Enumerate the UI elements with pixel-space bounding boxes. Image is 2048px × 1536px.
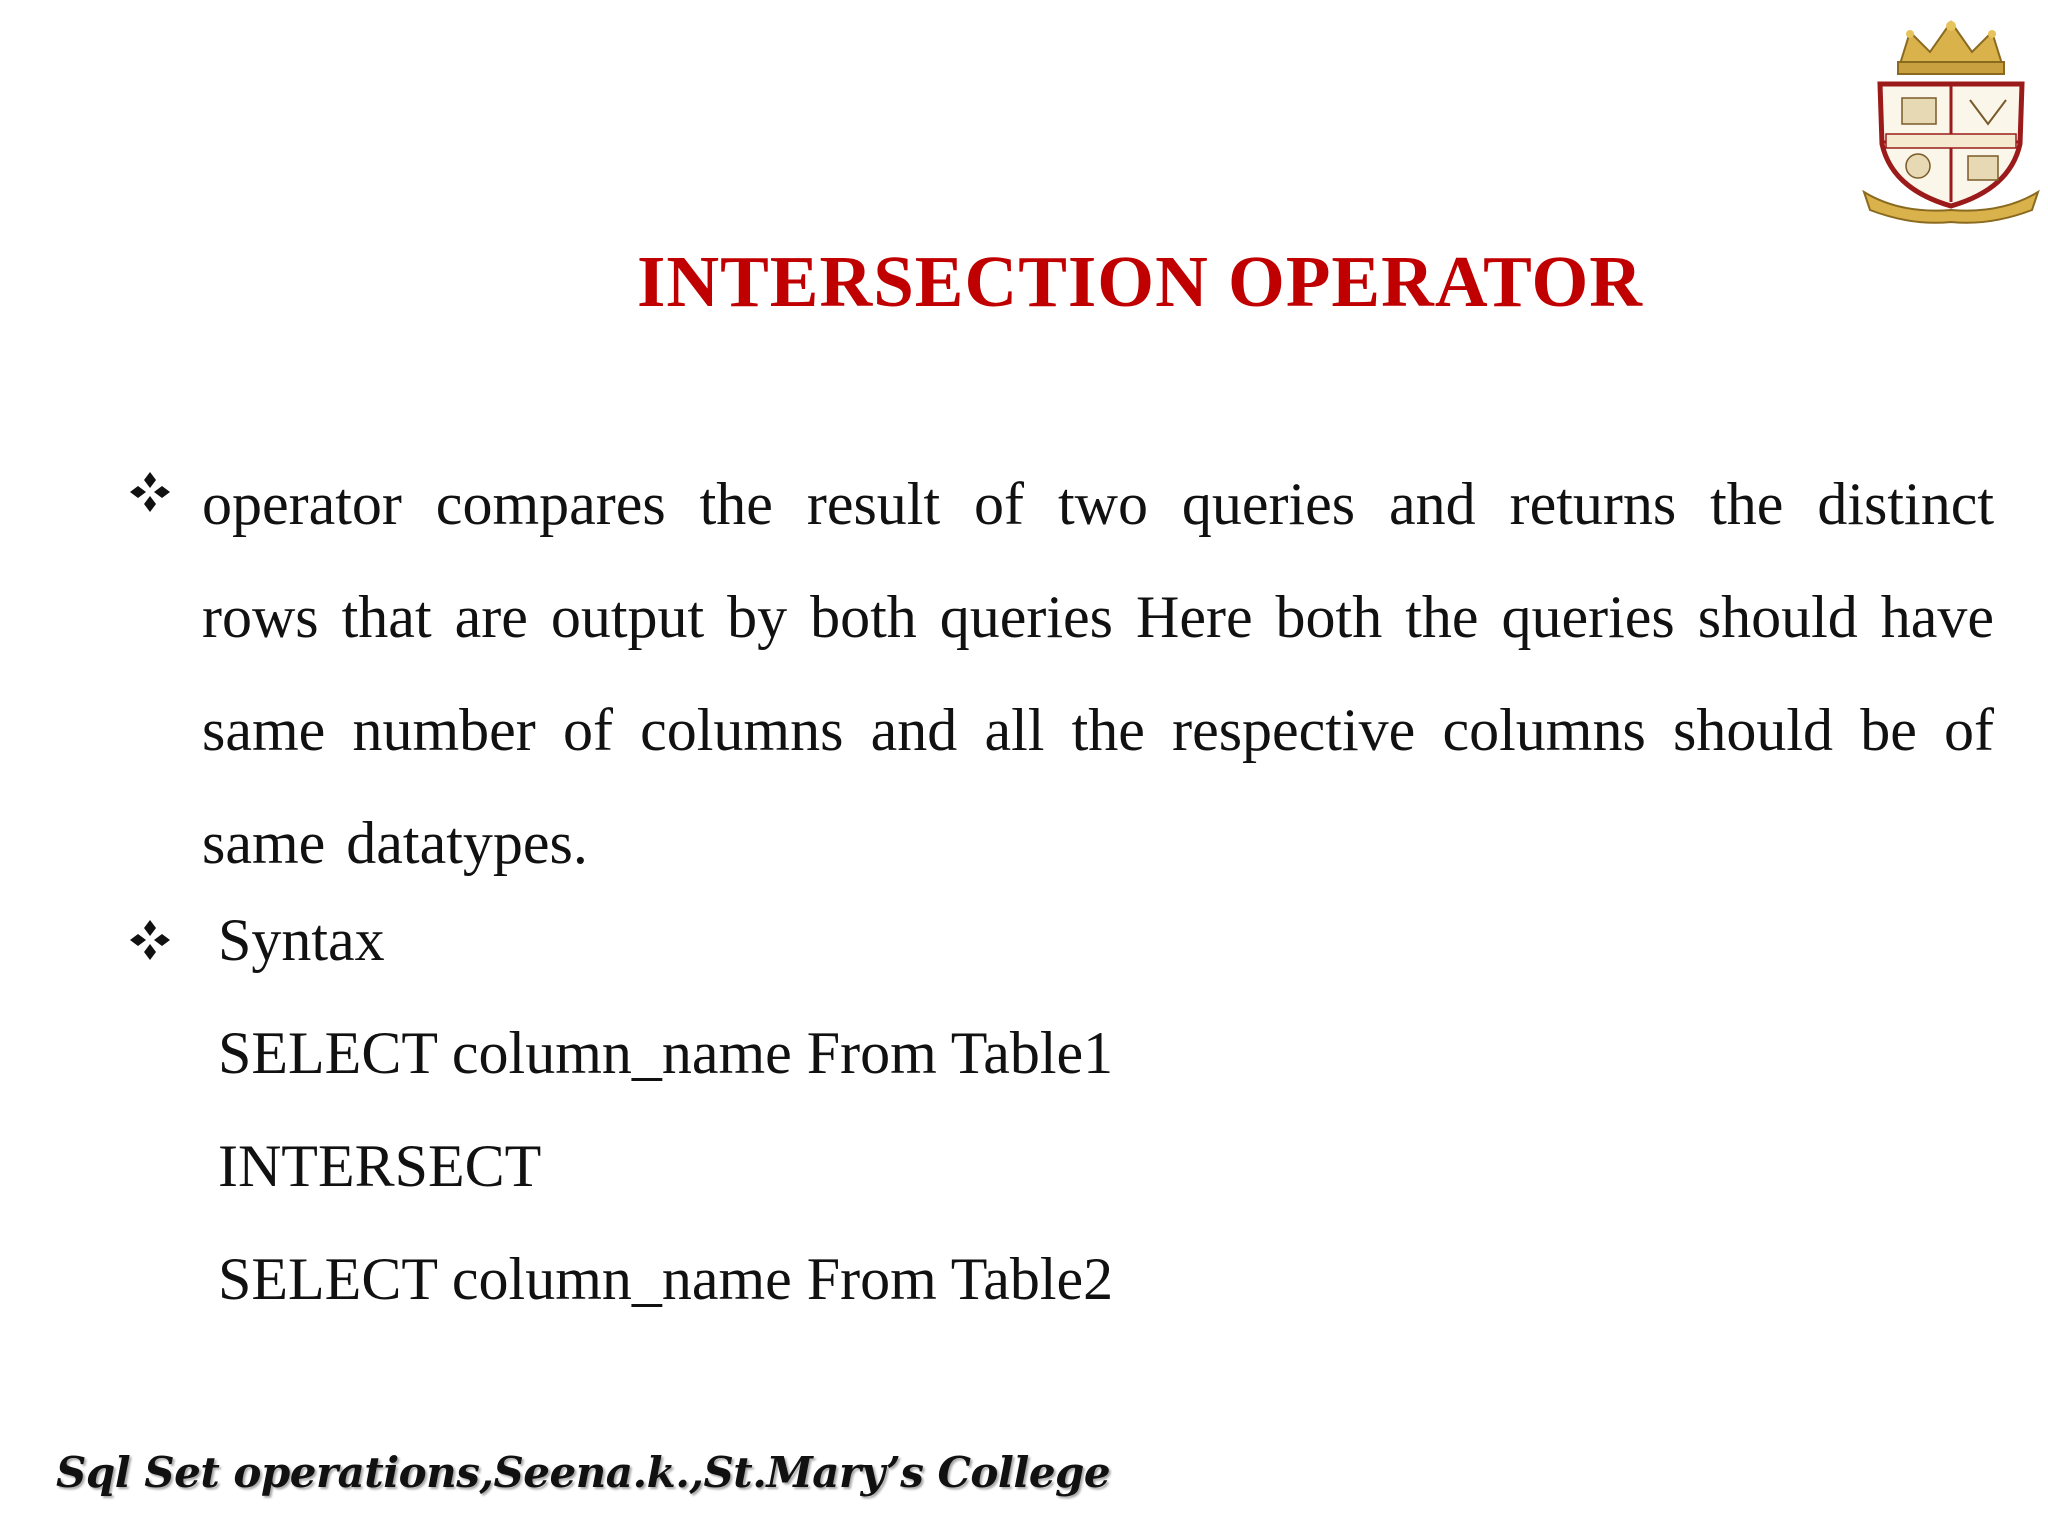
slide-title: INTERSECTION OPERATOR bbox=[636, 241, 1644, 322]
syntax-line-select-table1: SELECT column_name From Table1 bbox=[218, 1020, 1114, 1086]
diamond-cluster-bullet-icon bbox=[126, 468, 174, 516]
bullet-paragraph: operator compares the result of two queries and returns the distinct rows that are output by both queries Here both the queries should have same number of columns and all the respective columns should be of same datatypes. bbox=[202, 471, 1994, 876]
syntax-heading: Syntax bbox=[218, 907, 385, 973]
college-crest-logo bbox=[1860, 14, 2042, 224]
slide-footer: Sql Set operations,Seena.k.,St.Mary’s College bbox=[56, 1448, 1111, 1497]
diamond-cluster-bullet-icon bbox=[126, 916, 174, 964]
syntax-line-select-table2: SELECT column_name From Table2 bbox=[218, 1246, 1114, 1312]
syntax-line-intersect: INTERSECT bbox=[218, 1133, 542, 1199]
